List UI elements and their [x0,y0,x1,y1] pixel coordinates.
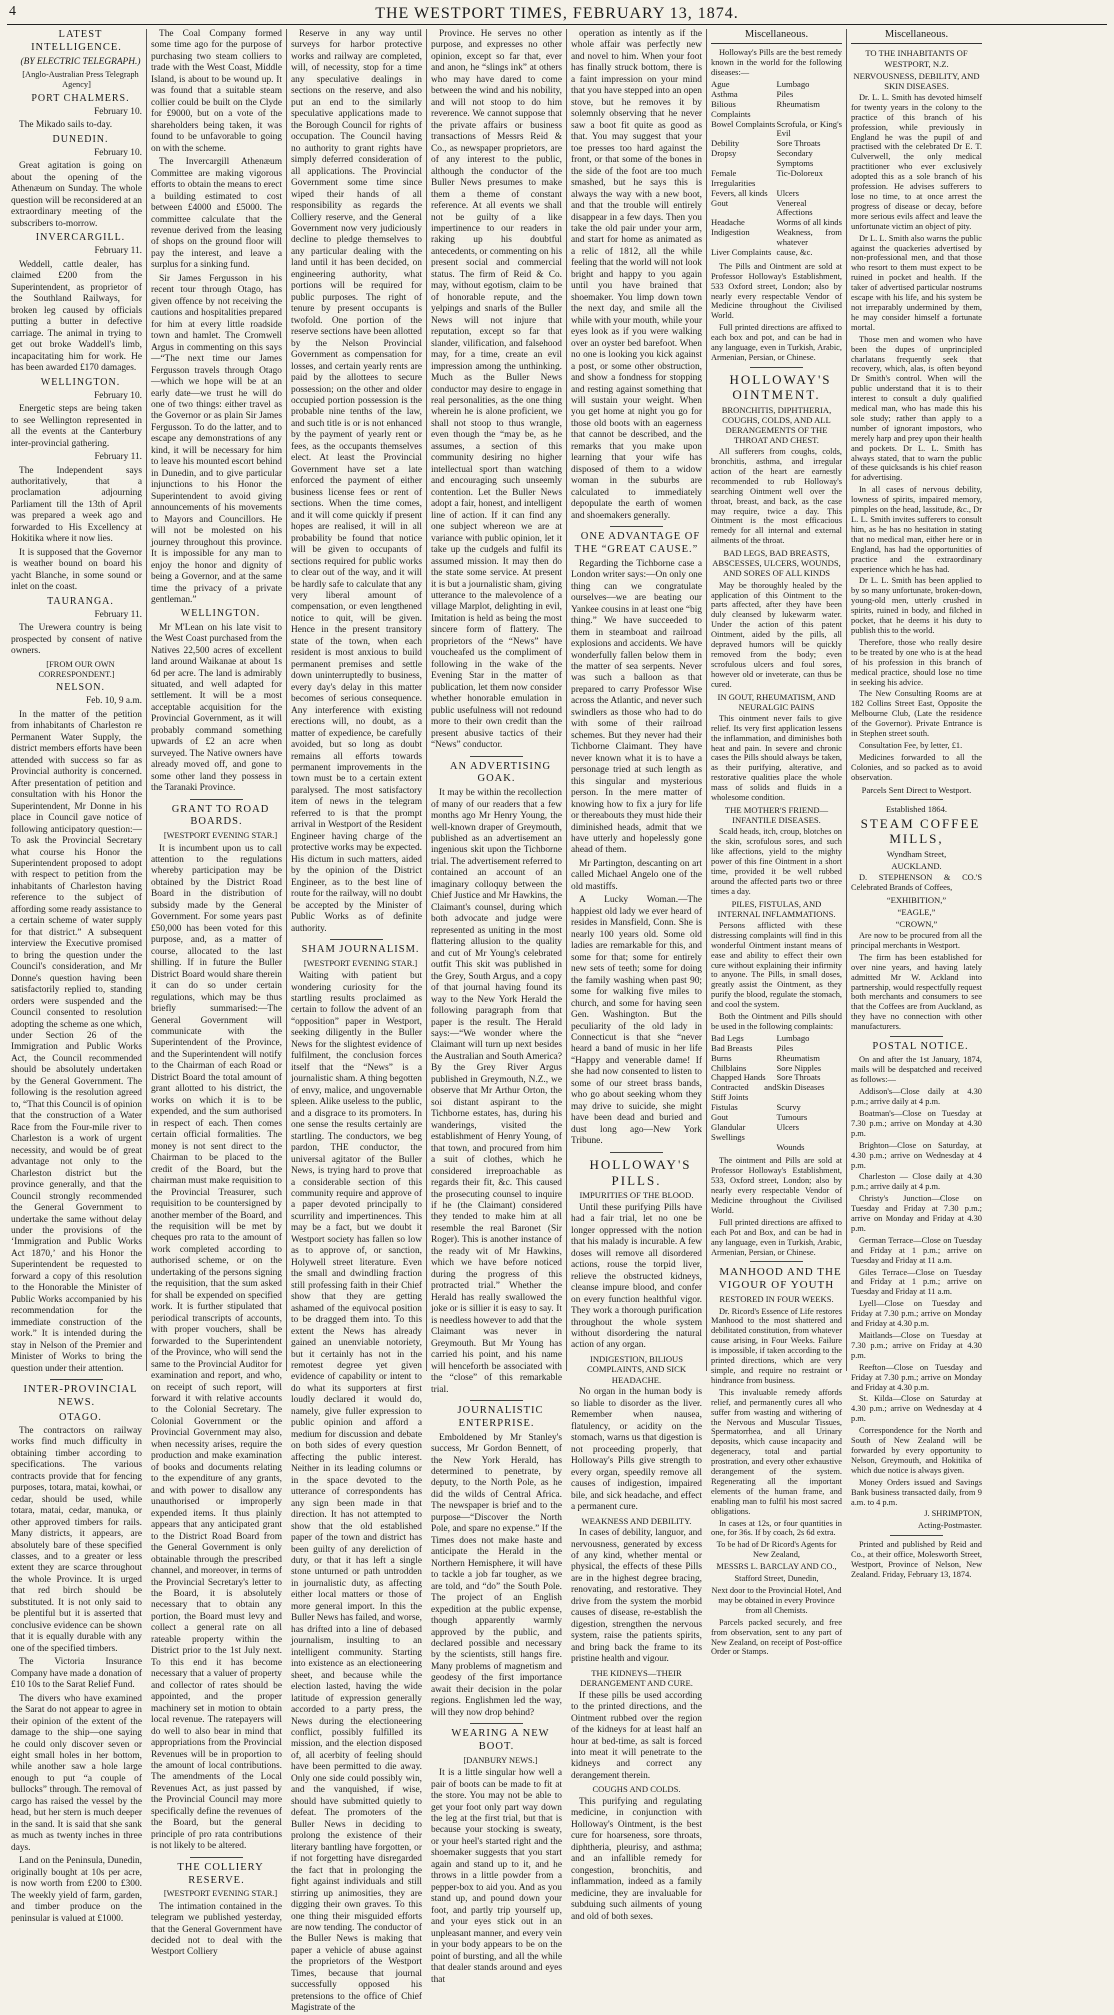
ad-line: To be had of Dr Ricord's Agents for New Zealand, [716,1540,837,1560]
list-entry: Glandular Swellings [711,1121,746,1142]
ad-paragraph: On and after the 1st January, 1874, mails will be despatched and received as follows:— [851,1055,982,1085]
ad-paragraph: The Pills and Ointment are sold at Professor Holloway's Establishment, 533 Oxford street, London; also by nearly every respectable Vendor of Medicine throughout the Civilised World. [711,261,842,321]
masthead-title: THE WESTPORT TIMES, FEBRUARY 13, 1874. [375,5,739,22]
column-1 [7,29,147,1924]
news-paragraph: Waiting with patient but wondering curiosity for the startling results proclaimed as certain to follow the advent of an “opposition” paper in Westport, seeking diligently in the Buller News for the slightest evidence of fulfilment, the conclusion forces itself that the “News” is a journalistic sham. A thing begotten of envy, malice, and ungovernable spleen. Alike useless to the public, and a disgrace to its promoters. In one sense the results certainly are startling. The conductors, we beg pardon, THE conductor, the universal agitator of the Buller News, is trying hard to prove that a considerable section of this community require and approve of a paper devoted principally to scurrility and impertinences. This may be a fact, but we doubt it Westport society has fallen so low as to approve of, or sanction, Holywell street literature. Even the small and dwindling fraction still professing faith in their Chief show that they are getting ashamed of the equivocal position to be dragged them into. To this extent the News has already gained an unenviable notoriety, but it certainly has not in the remotest degree yet given evidence of capability or intent to do what its supporters at first loudly declared it would do, namely, give fuller expression to public opinion and afford a medium for discussion and debate on both sides of every question affecting the public interest. Neither in its leading columns or in the space devoted to the utterance of correspondents has any sign been made in that direction. It has not attempted to show that the old established paper of the town and district has been guilty of any dereliction of duty, or that it has left a single stone unturned or path untrodden in journalistic duty, as affecting either local matters or those of more general import. In this the Buller News has failed, and worse, has drifted into a line of debased journalism, insulting to an intelligent community. Starting into existence as an electioneering sheet, and because while the election lasted, having the wide latitude of expression generally accorded to a party press, the News during the electioneering conflict, possibly fulfilled its mission, and the election disposed of, all acerbity of feeling should have been permitted to die away. Only one side could possibly win, and the vanquished, if wise, should have submitted quietly to defeat. The promoters of the Buller News in deciding to prolong the existence of their literary bantling have forgotten, or if not forgetting have disregarded the fact that in prolonging the fight against individuals and still stirring up animosities, they are digging their own graves. To this one thing their misguided efforts are now tending. The conductor of the Buller News is making that paper a vehicle of abuse against the proprietors of the Westport Times, because that journal successfully opposed his pretensions to the office of Chief Magistrate of the [291,971,422,2014]
divider [330,939,382,940]
advertising-goak-heading: AN ADVERTISING GOAK. [449,760,552,785]
ad-subheading: RESTORED IN FOUR WEEKS. [719,1294,834,1305]
source-credit: [DANBURY NEWS.] [463,1755,538,1765]
list-entry: Contracted and Stiff Joints [711,1082,777,1103]
ad-paragraph: Therefore, those who really desire to be treated by one who is at the head of his profession in this branch of medical practice, should lose no time in seeking his advice. [851,637,982,687]
list-entry: Burns [711,1052,732,1063]
divider [50,1379,102,1380]
list-entry: Debility [711,138,740,149]
news-paragraph: Province. He serves no other purpose, and expresses no other opinion, except so far that, ever and anon, he “slings ink” at others who may have dared to come between the wind and his nobility, and will not stoop to do him reverence. We cannot suppose that the private affairs or business transactions of Messrs Reid & Co., as newspaper proprietors, are of any interest to the public, although the conductor of the Buller News presumes to make them a theme of constant reference. At all events we shall not be guilty of a like impertinence to our readers in raking up his doubtful antecedents, or commenting on his present social and commercial status. The firm of Reid & Co. may, without egotism, claim to be of honorable repute, and the yelpings and snarls of the Buller News will not injure that reputation, except so far that slander, vilification, and falsehood may, for a time, create an evil impression among the unthinking. Much as the Buller News conductor may desire to engage in real personalities, as the one thing wherein he is alone proficient, we shall not stoop to thus wrangle, even though the “may be, as he assumes, a section of this community desiring no higher intellectual sport than watching and encouraging such unseemly contention. Let the Buller News adopt a fair, honest, and intelligent line of action. If it can find any one subject whereon we are at variance with public opinion, let it take up the cudgels and fulfil its assumed mission. It may then do the state some service. At present it is but a journalistic sham, giving utterance to the malevolence of a village Marplot, delighting in evil, Imitation is held as being the most sincere form of flattery. The proprietors of the “News” have voucheafed us the compliment of following in the wake of the Evening Star in the matter of publication, let them now consider whether honorable emulation in public usefulness will not redound more to their own credit than the present abusive tactics of their “News” conductor. [431,29,562,751]
news-paragraph: Energetic steps are being taken to see Wellington represented in all the events at the Canterbury inter-provincial gathering. [11,404,142,449]
news-paragraph: It may be within the recollection of many of our readers that a few months ago Mr Henry Young, the well-known draper of Greymouth, published as an advertisement an ingenious skit upon the Tichborne trial. The advertisement referred to contained an account of an imaginary colloquy between the Chief Justice and Mr Hawkins, the Claimant's counsel, during which both advocate and judge were represented as uniting in the most flattering allusion to the quality and cut of Mr Young's celebrated outfit This skit was published in the Grey, South Argus, and a copy of that journal having found its way to the New York Herald the following paragraph from that paper is the result. The Herald says:—“We wonder where the Claimant will turn up next besides the Australian and South America? By the Grey River Argus published in Greymouth, N.Z., we observe that Mr Arthur Orton, the soi distant aspirant to the Tichborne estates, has, during his wanderings, visited the establishment of Henry Young, of that town, and procured from him a suit of clothes, which he considered irreproachable as regards their fit, &c. This caused the prosecuting counsel to inquire if he (the Claimant) considered they tended to make him at all resemble the real Baronet (Sir Roger). This is another instance of the ready wit of Mr Hawkins, which we have before noticed during the progress of this protracted trial.” Whether the Herald has really swallowed the joke or is sillier it is easy to say. It is needless however to add that the Claimant was never in Greymouth. But Mr Young has carried his point, and his name will henceforth be associated with the “close” of this remarkable trial. [431,788,562,1395]
ad-paragraph: Are now to be procured from all the principal merchants in Westport. [851,931,982,950]
ad-paragraph: All sufferers from coughs, colds, bronchitis, asthma, and irregular action of the heart are earnestly recommended to rub Holloway's searching Ointment well over the throat, breast, and back, as the case may require, twice a day. This Ointment is the most efficacious remedy for all internal and external ailments of the throat. [711,447,842,546]
ad-paragraph: Dr L. L. Smith also warns the public against the quackeries advertised by non-professional men, and that those who resort to them must expect to be ruined in pocket and health. If the taker of advertised particular nostrums escape with his life, and his system be not irreparably undermined by them, he may consider himself a fortunate mortal. [851,233,982,332]
column-3 [287,29,427,2014]
column-7 [847,29,986,1579]
source-credit: [WESTPORT EVENING STAR.] [163,831,278,841]
list-entry: Skin Diseases [776,1082,825,1093]
sham-heading: SHAM JOURNALISM. [301,944,420,956]
list-entry: Ulcers [776,187,799,198]
dateline-wellington: WELLINGTON. [40,376,121,388]
ad-subheading: INDIGESTION, BILIOUS COMPLAINTS, AND SICK HEADACHE. [586,1353,687,1385]
list-entry: Weakness, from whatever [776,227,842,248]
news-paragraph: It is incumbent upon us to call attention to the regulations whereby participation may be obtained by the District Road Board in the distribution of subsidy made by the General Government. For some years past £50,000 has been voted for this purpose, and, as a matter of course, allocated to the last shilling. If in future the Buller District Board would share therein it can do so under certain regulations, which may be thus briefly summarised:—The General Government will communicate with the Superintendent of the Province, and the Superintendent will notify to the Chairman of each Road or District Board the total amount of grant allotted to his district, the works on which it is to be expended, and the sum authorised in respect of each. Then comes certain official formalities. The money is not sent direct to the Chairman to be placed to the credit of the Board, but the chairman must make requisition to the Provincial Treasurer, such requisition to be countersigned by another member of the Board, and the requisition will be met by cheques pro rata to the amount of work completed according to authorised scheme, or on the undertaking of the persons signing the requisition, that the sum asked for shall be expended on specified work. It is further stipulated that periodical transcripts of accounts, with proper vouchers, shall be forwarded to the Superintendent of the Province, who will send the same to the Provincial Auditor for examination and report, and who, on receipt of such report, will forward it with relative accounts to the Colonial Secretary. The Colonial Government or the Provincial Government may also, when necessity arises, require the production and make examination of books and documents relating to the expenditure of any grants, and with power to disallow any unauthorised or improperly expended items. It thus plainly appears that any anticipated grant to the District Road Board from the General Government is only obtainable through the prescribed channel, and moreover, in terms of the Provincial Secretary's letter to the Board, it is absolutely necessary that to obtain any portion, the Board must levy and collect a general rate on all rateable property within the District prior to the 1st July next. To this end it has become necessary that a valuer of property and collector of rates should be appointed, and the proper machinery set in motion to obtain local revenue. The ratepayers will do well to also bear in mind that appropriations from the Provincial Revenues will be in proportion to the amount of local contributions. The amendments of the Local Revenues Act, as just passed by the Provincial Council may more specifically define the revenues of the Board, but the general principle of pro rata contributions is not likely to be altered. [151,843,282,1852]
list-entry: Headache [711,217,745,228]
ad-subheading: BAD LEGS, BAD BREASTS, ABSCESSES, ULCERS, WOUNDS, AND SORES OF ALL KINDS [712,548,841,579]
divider [610,1152,662,1153]
list-entry: Piles [776,88,794,99]
list-entry: Bilious Complaints [711,98,751,119]
inter-provincial-heading: INTER-PROVINCIAL NEWS. [23,1384,138,1408]
ad-paragraph: Until these purifying Pills have had a fair trial, let no one be longer oppressed with the notion that his malady is incurable. A few doses will remove all disordered actions, rouse the torpid liver, relieve the obstructed kidneys, cleanse impure blood, and confer on every function healthful vigor. They work a thorough purification throughout the whole system without disordering the natural action of any organ. [571,1202,702,1351]
date: February 10. [94,106,142,117]
ad-paragraph: Correspondence for the North and South of New Zealand will be forwarded by every opportunity to Nelson, Greymouth, and Hokitika of which due notice is always given. [851,1426,982,1475]
dateline-nelson: NELSON. [56,682,105,694]
news-paragraph: operation as intently as if the whole affair was perfectly new and novel to him. When your foot has finally struck bottom, there is a faint impression on your mind that you have stepped into an open stove, but he removes it by solemnly observing that he never saw a boot fit quite as good as that. You may suggest that your toe presses too hard against the front, or that some of the bones in the side of the foot are too much smashed, but he says this is always the way with a new boot, and that the trouble will entirely disappear in a few days. Then you take the old pair under your arm, and start for home as animated as a relic of 1812, all the while feeling that the world will not look bright and happy to you again until you have brained that shoemaker. You limp down town the next day, and smile all the while with your mouth, while your eyes look as if you were walking over an oyster bed barefoot. When no one is looking you kick against a post, or some other obstruction, and show a fondness for stopping and resting against something that will sustain your weight. When you get home at night you go for those old boots with an eagerness that cannot be described, and the remarks that you make upon learning that your wife has disposed of them to a widow woman in the suburbs are calculated to immediately depopulate the earth of women and shoemakers generally. [571,29,702,521]
ad-paragraph: Medicines forwarded to all the Colonies, and so packed as to avoid observation. [851,752,982,782]
ad-paragraph: Full printed directions are affixed to each Pot and Box, and can be had in any language, even in Turkish, Arabic, Armenian, Persian, or Chinese. [711,1217,842,1257]
list-entry: Sore Nipples [776,1062,822,1073]
list-entry: Rheumatism [776,1052,820,1063]
divider [470,1400,522,1401]
date: February 10. [94,147,142,158]
list-entry: Ague [711,79,730,90]
date: February 11. [94,452,142,463]
own-correspondent: [FROM OUR OWN CORRESPONDENT.] [38,659,115,679]
news-paragraph: Great agitation is going on about the opening of the Athenæum on Sunday. The whole question will be reconsidered at an extraordinary meeting of the subscribers to-morrow. [11,161,142,229]
news-paragraph: The Coal Company formed some time ago for the purpose of purchasing two steam colliers to trade with the West Coast, Middle Island, is about to be wound up. It was found that a suitable steam collier could be built on the Clyde for £9000, but on a vote of the shareholders being taken, it was found to be unfavorable to going on with the scheme. [151,29,282,154]
list-entry: Sore Throats [776,1072,821,1083]
column-2 [147,29,287,1958]
complaints-list [711,1034,842,1153]
list-entry: Bowel Complaints [711,118,776,129]
dateline-wellington: WELLINGTON. [180,608,261,620]
news-paragraph: The Urewera country is being prospected by consent of native owners. [11,623,142,657]
brands-list [851,895,982,929]
ad-paragraph: The ointment and Pills are sold at Professor Holloway's Establishment, 533, Oxford street, London; also by nearly every respectable Vendor of Medicine throughout the Civilised World. [711,1156,842,1215]
list-entry: Secondary Symptoms [776,148,814,169]
grant-heading: GRANT TO ROAD BOARDS. [171,803,270,828]
divider [470,1723,522,1724]
postal-notice-heading: POSTAL NOTICE. [872,1041,969,1053]
list-item: “EAGLE,” [897,906,936,917]
ad-paragraph: In all cases of nervous debility, lowness of spirits, impaired memory, pimples on the head, lassitude, &c., Dr L. L. Smith invites sufferers to consult him, as he has no hesitation in stating that no medical man, either here or in England, has had the opportunities of practice and the extraordinary experience which he has had. [851,485,982,574]
date: February 11. [94,246,142,257]
list-entry: cause, &c. [776,246,813,257]
dateline-invercargill: INVERCARGILL. [35,232,126,244]
divider [470,756,522,757]
divider [750,367,802,368]
ad-paragraph: Those men and women who have been the dupes of unprincipled charlatans frequently seek that recovery, which, alas, is often beyond Dr Smith's control. When will the public understand that it is to their interest to consult a duly qualified medical man, who has made this his sole study; rather than apply to a number of ignorant impostors, who merely harp and prey upon their health and pockets. Dr L. L. Smith has always stated, that to warn the public of these quicksands is his chief reason for advertising. [851,334,982,483]
list-entry: Scurvy [776,1102,801,1113]
list-entry: Wounds [776,1141,805,1152]
ad-paragraph: This invaluable remedy affords relief, and permanently cures all who suffer from wasting and withering of the Nervous and Muscular Tissues, Spermatorrhea, and all Urinary deposits, which cause incapacity and degeneracy, total and partial prostration, and every other exhaustive derangement of the system. Regenerating all the important elements of the human frame, and enabling man to fulfil his most sacred obligations. [711,1387,842,1516]
list-item: Reefton—Close on Tuesday and Friday at 7.30 p.m.; arrive on Monday and Friday at 4.30 p.m. [851,1362,982,1392]
list-entry [711,1143,777,1153]
byline: (BY ELECTRIC TELEGRAPH.) [20,56,141,67]
section-heading-miscellaneous: Miscellaneous. [711,29,842,44]
list-entry: Female Irregularities [711,167,756,188]
steam-coffee-title: STEAM COFFEE MILLS, [860,815,981,847]
ad-line: Established 1864. [885,803,948,814]
divider [890,1535,942,1536]
great-cause-heading: ONE ADVANTAGE OF THE “GREAT CAUSE.” [574,531,701,555]
list-item: Maitlands—Close on Tuesday at 7.30 p.m.; arrive on Friday at 4.30 p.m. [851,1331,982,1360]
ad-subheading: THE KIDNEYS—THEIR DERANGEMENT AND CURE. [580,1667,693,1689]
list-entry: Piles [776,1042,794,1053]
list-entry: Scrofula, or King's Evil [776,118,842,139]
holloway-ointment-title: HOLLOWAY'S OINTMENT. [729,371,832,403]
list-entry: Sore Throats [776,138,821,149]
news-paragraph: The contractors on railway works find much difficulty in obtaining timber according to specifications. The various contracts provide that for fencing purposes, totara, matai, kowhai, or cedar, should be used, while totara, matai, cedar, manuka, or other approved timbers for rails. Many districts, it appears, are absolutely bare of these specified classes, and to a greater or less extent they are scarce throughout the whole Province. It is urged that red birch should be substituted. It is not only said to be plentiful but it is asserted that conclusive evidence can be shown that it is equally durable with any one of the specified timbers. [11,1425,142,1654]
ad-line: Next door to the Provincial Hotel, And may be obtained in every Province from all Chemists. [711,1586,842,1615]
new-boot-heading: WEARING A NEW BOOT. [451,1728,550,1753]
ad-paragraph: This purifying and regulating medicine, in conjunction with Holloway's Ointment, is the best cure for hoarseness, sore throats, diphtheria, pleurisy, and asthma; and an infallible remedy for congestion, bronchitis, and inflammation, indeed as a family medicine, they are invaluable for subduing such ailments of young and old of both sexes. [571,1796,702,1922]
ad-heading: TO THE INHABITANTS OF WESTPORT, N.Z. [865,48,968,69]
list-entry: Gout [711,197,729,208]
date: February 11. [94,609,142,620]
diseases-list [711,80,842,258]
divider [890,799,942,800]
ad-line: AUCKLAND. [891,860,942,871]
ad-subheading: WEAKNESS AND DEBILITY. [581,1515,692,1526]
holloway-pills-title: HOLLOWAY'S PILLS. [589,1156,692,1188]
list-entry: Fistulas [711,1102,738,1113]
list-entry: Tumours [776,1111,808,1122]
ad-paragraph: The New Consulting Rooms are at 182 Collins Street East, Opposite the Melbourne Club, (Late the residence of the Governor). Private Entrance is in Stephen street south. [851,689,982,739]
news-paragraph: Mr M'Lean on his late visit to the West Coast purchased from the Natives 22,500 acres of excellent land around Waikanae at about 1s 6d per acre. The land is admirably situated, and well adapted for settlement. It will be a most acceptable acquisition for the Provincial Government, as it will probably command something upwards of £2 an acre when surveyed. The Native owners have already moved off, and gone to some other land they possess in the Taranaki Province. [151,622,282,794]
list-item: Charleston — Close daily at 4.30 p.m.; arrive daily at 4 p.m. [851,1172,982,1192]
news-paragraph: The intimation contained in the telegram we published yesterday, that the General Government have decided not to deal with the Westport Colliery [151,1901,282,1958]
ad-paragraph: May be thoroughly healed by the application of this Ointment to the parts affected, after they have been duly cleansed by lukewarm water. Under the action of this patent Ointment, aided by the pills, all depraved humors will be quickly removed from the body; even scrofulous ulcers and foul sores, however old or inveterate, can thus be cured. [711,580,842,689]
latest-intelligence-heading: LATEST INTELLIGENCE. [31,29,122,53]
ad-paragraph: D. STEPHENSON & CO.'S Celebrated Brands of Coffees, [851,872,982,892]
list-entry: Indigestion [711,227,750,238]
news-paragraph: The divers who have examined the Sarat do not appear to agree in their opinion of the extent of the damage to the ship—one saying he could only discover seven or eight small holes in her bottom, while another saw a hole large enough to put “a couple of bullocks” through. The removal of cargo has raised the vessel by the head, but her stern is much deeper in the sand. It is said that she sank as much as twenty inches in three days. [11,1693,142,1853]
news-paragraph: Regarding the Tichborne case a London writer says:—On only one thing can we congratulate ourselves—we are beating our Yankee cousins in at least one “big thing.” We have succeeded to them in steamboat and railroad explosions and accidents. We have wonderfully fallen below them in the matter of sea serpents. Never was such a balloon as that prepared to carry Professor Wise across the Atlantic, and never such swindlers as those who had to do with some of their railroad schemes. But they never had their Tichborne Claimant. They have never known what it is to have a personage tried at such length as this singular and mysterious person. In the mere matter of knowing how to fix a jury for life or thereabouts they must hide their diminished heads, admit that we have utterly and hopelessly gone ahead of them. [571,558,702,856]
news-paragraph: Land on the Peninsula, Dunedin, originally bought at 10s per acre, is now worth from £200 to £300. The weekly yield of farm, garden, and timber produce on the peninsular is valued at £1000. [11,1856,142,1924]
ad-line: Wyndham Street, [886,848,947,859]
journalistic-heading: JOURNALISTIC ENTERPRISE. [457,1404,544,1429]
column-5 [567,29,707,1922]
dateline-port-chalmers: PORT CHALMERS. [31,92,130,104]
ad-paragraph: The firm has been established for over nine years, and having lately admitted Mr W. Ackland into partnership, would respectfully request both merchants and consumers to see that the Coffees are from Auckland, as they have no connection with other manufacturers. [851,952,982,1032]
ad-paragraph: Both the Ointment and Pills should be used in the following complaints: [711,1012,842,1031]
list-entry: Lumbago [776,79,810,90]
list-entry: Tic-Doloreux [776,167,823,178]
ad-paragraph: Scald heads, itch, croup, blotches on the skin, scrofulous sores, and such like affections, yield to the mighty power of this fine Ointment in a short time, provided it be well rubbed around the affected parts two or three times a day. [711,827,842,896]
columns [7,29,1107,2014]
news-paragraph: The Independent says authoritatively, that a proclamation adjourning Parliament till the 13th of April was prepared a week ago and forwarded to His Excellency at Hokitika where it now lies. [11,465,142,545]
news-paragraph: A Lucky Woman.—The happiest old lady we ever heard of resides in Mansfield, Conn. She is nearly 100 years old. Some old ladies are remarkable for this, and some for that; some for entirely new sets of teeth; some for doing the family washing when past 90; some for walking five miles to church, and some for having seen Gen. Washington. But the peculiarity of the old lady in Connecticut is that she “never heard a band of music in her life “Happy and venerable dame! If she had now consented to listen to some of our street brass bands, who go about seeking whom they may drive to suicide, she might have been dead and buried and dust long ago—New York Tribune. [571,895,702,1147]
list-entry: Worms of all kinds [776,217,842,228]
masthead [7,4,1107,25]
ad-line: Stafford Street, Dunedin, [734,1574,819,1584]
ad-subheading: IMPURITIES OF THE BLOOD. [579,1190,694,1201]
ad-paragraph: Dr. L. L. Smith has devoted himself for twenty years in the colony to the practice of this branch of his profession, while previously in England he was the pupil of and practised with the celebrated Dr E. T. Culverwell, the only medical practitioner who ever exclusively adopted this as a sole branch of his profession. He advises sufferers to lose no time, to at once arrest the progress of disease or decay, before more serious evils affect and leave the unfortunate victim an object of pity. [851,92,982,231]
source-credit: [WESTPORT EVENING STAR.] [303,958,418,968]
divider [890,1036,942,1037]
mails-list [851,1087,982,1424]
news-paragraph: It is supposed that the Governor is weather bound on board his yacht Blanche, in some sound or inlet on the coast. [11,547,142,593]
signature-name: J. SHRIMPTON, [924,1509,982,1519]
column-6 [707,29,847,1657]
list-item: “EXHIBITION,” [886,894,947,905]
dateline-tauranga: TAURANGA. [47,595,114,607]
news-paragraph: Reserve in any way until surveys for harbor protective works and railway are completed, will, of necessity, stop for a time any speculative dealings in sections on the reserve, and also put an end to the similarly speculative applications made to the Borough Council for rights of occupation. The Council having no authority to grant rights have simply deferred consideration of all applications. The Provincial Government some time since wiped their hands of all responsibility as regards the Colliery reserve, and the General Government now very judiciously decline to pledge themselves to any particular dealing with the land until it has been decided, on engineering authority, what portions will be required for public purposes. The right of tenure by present occupants is twofold. One portion of the reserve sections have been allotted by the Nelson Provincial Government as compensation for losses, and certain yearly rents are paid by the allottees to secure possession; on the other and older occupied portion possession is the probable nine tenths of the law, and such title is or is not enhanced by the payment of yearly rent or fees, as the occupants themselves elect. At least the Provincial Government have set a late enforced the payment of either business license fees or rent of sections. When the time comes, and it will come quickly if present hopes are realised, it will in all probability be found that notice will be given to occupants of sections required for public works to clear out of the way, and it will be hardly safe to calculate that any very liberal amount of compensation, or even lengthened notice to quit, will be given. Hence in the present transitory state of the town, when each resident is most anxious to build permanent premises and settle down uninterruptedly to business, every day's delay in this matter becomes of serious consequence. Any interference with existing erections will, no doubt, as a matter of expedience, be carefully avoided, but so long as doubt remains all efforts towards permanent improvements in the town must be to a certain extent paralysed. The most satisfactory item of news in the telegram referred to is that the prompt arrival in Westport of the Resident Engineer having charge of the protective works may be expected. His dictum in such matters, aided by the opinion of the District Engineer, as to the best line of route for the railway, will no doubt be accepted by the Minister of Public Works as of definite authority. [291,29,422,934]
news-paragraph: The Invercargill Athenæum Committee are making vigorous efforts to obtain the means to erect a building estimated to cost between £4000 and £5000. The committee calculate that the revenue derived from the leasing of shops on the ground floor will pay the interest, and leave a surplus for a sinking fund. [151,157,282,271]
ad-subheading: COUGHS AND COLDS. [592,1784,681,1795]
dateline-otago: OTAGO. [59,1411,102,1423]
ad-paragraph: No organ in the human body is so liable to disorder as the liver. Remember when nausea, flatulency, or acidity on the stomach, warns us that digestion is not proceeding properly, that Holloway's Pills give strength to every organ, speedily remove all causes of indigestion, impaired bile, and sick headache, and effect a permanent cure. [571,1387,702,1513]
list-entry: Chilblains [711,1062,747,1073]
news-paragraph: The Victoria Insurance Company have made a donation of £10 10s to the Sarat Relief Fund. [11,1657,142,1691]
imprint: Printed and published by Reid and Co., at their office, Molesworth Street, Westport, Province of Nelson, New Zealand. Friday, February 13, 1874. [851,1540,982,1579]
news-paragraph: In the matter of the petition from inhabitants of Charleston re Permanent Water Supply, the district members efforts have been attended with success so far as Provincial authority is concerned. After presentation of petition and consultation with his Honor the Superintendent, Mr Donne in his place in Council gave notice of following anticipatory question:—To ask the Provincial Secretary what course his Honor the Superintendent proposed to adopt with respect to petition from the inhabitants of Charleston having reference to the subject of affording some ready assistance to a certain scheme of water supply for that district.” A subsequent interview the Executive promised to bring the question under the Council's consideration, and Mr Donne's question having been satisfactorily replied to, standing orders were suspended and the Council consented to resolution adopting the scheme as one which, under Section 26 of the Immigration and Public Works Act, the Council recommended should be absolutely undertaken by the General Government. The following is the resolution agreed to, “That this Council is of opinion that the construction of a Water Race from the Four-mile river to Charleston is a work of urgent necessity, and would be of great advantage not only to the Charleston district but the province generally, and that the Council strongly recommended the General Government to undertake the same without delay under the provisions of the ‘Immigration and Public Works Act 1870,’ and his Honor the Superintendent be requested to forward a copy of this resolution to the Honorable the Minister of Public Works accompanied by his recommendation for the immediate construction of the work.” It is intended during the stay in Nelson of the Premier and Minister of Works to bring the question under their attention. [11,709,142,1374]
manhood-title: MANHOOD AND THE VIGOUR OF YOUTH [718,1266,842,1292]
list-entry: Chapped Hands [711,1072,766,1083]
divider [610,526,662,527]
date: February 10. [94,390,142,401]
ad-paragraph: Dr L. L. Smith has been applied to by so many unfortunate, broken-down, young-old men, utterly crushed in spirits, ruined in body, and filched in pocket, that he deems it his duty to publish this to the world. [851,576,982,635]
ad-paragraph: Consultation Fee, by letter, £1. [859,740,963,750]
agency: [Anglo-Australian Press Telegraph Agency] [22,70,139,90]
ad-line: Parcels Sent Direct to Westport. [861,784,972,795]
list-entry: Rheumatism [776,98,820,109]
list-item: Christy's Junction—Close on Tuesday and Friday at 7.30 p.m.; arrive on Monday and Friday at 4.30 p.m. [851,1194,982,1233]
list-item: Brighton—Close on Saturday, at 4.30 p.m.; arrive on Wednesday at 4 p.m. [851,1140,982,1170]
colliery-heading: THE COLLIERY RESERVE. [177,1861,264,1886]
list-entry: Dropsy [711,148,737,159]
ad-subheading: PILES, FISTULAS, AND INTERNAL INFLAMMATIONS. [717,898,836,919]
page-number: 4 [9,4,16,19]
ad-paragraph: Full printed directions are affixed to each box and pot, and can be had in any language, even in Turkish, Arabic, Armenian, Persian, or Chinese. [711,323,842,362]
list-entry: Venereal Affections [776,197,813,218]
list-item: St. Kilda—Close on Saturday at 4.30 p.m.; arrive on Wednesday at 4 p.m. [851,1394,982,1424]
ad-subheading: BRONCHITIS, DIPHTHERIA, COUGHS, COLDS, AND ALL DERANGEMENTS OF THE THROAT AND CHEST. [721,404,832,445]
ad-paragraph: If these pills be used according to the printed directions, and the Ointment rubbed over the region of the kidneys for at least half an hour at bed-time, as salt is forced into meat it will penetrate to the kidneys and correct any derangement therein. [571,1690,702,1781]
news-paragraph: Mr Partington, descanting on art called Michael Angelo one of the old mastiffs. [571,858,702,892]
ad-paragraph: In cases of debility, languor, and nervousness, generated by excess of any kind, whether mental or physical, the effects of these Pills are in the highest degree bracing, renovating, and restorative. They drive from the system the morbid causes of disease, re-establish the digestion, strengthen the nervous system, raise the patients spirits, and bring back the frame to its pristine health and vigour. [571,1528,702,1665]
list-entry: Bad Legs [711,1032,744,1043]
list-item: Addison's—Close daily at 4.30 p.m.; arrive daily at 4 p.m. [851,1087,982,1107]
ad-paragraph: This ointment never fails to give relief. Its very first application lessens the inflammation, and diminishes both heat and pain. In severe and chronic cases the Pills should always be taken, as their purifying, alterative, and restorative qualities place the whole mass of solids and fluids in a wholesome condition. [711,713,842,803]
list-item: Giles Terrace—Close on Tuesday and Friday at 1 p.m.; arrive on Tuesday and Friday at 11 a.m. [851,1267,982,1297]
news-paragraph: Sir James Fergusson in his recent tour through Otago, has given offence by not receiving the cautions and hospitalities prepared for him at every little roadside town and hamlet. The Cromwell Argus in commenting on this says—“The next time our James Fergusson travels through Otago—which we hope will be at an early date—we trust he will do one of two things: either travel as the Governor or as plain Sir James Fergusson. To do the latter, and to escape any demonstrations of any kind, it will be necessary for him to leave his mounted escort behind in Dunedin, and to give particular injunctions to his Honor the Superintendent to avoid giving announcements of his movements to Mayors and Councillors. He will not be molested on his journey throughout this province. It is impossible for any man to enjoy the honor and dignity of being a Governor, and at the same time the privacy of a private gentleman.” [151,273,282,605]
list-entry: Ulcers [776,1121,799,1132]
news-paragraph: Emboldened by Mr Stanley's success, Mr Gordon Bennett, of the New York Herald, has determined to penetrate, by deputy, to the North Pole, as he did the wilds of Central Africa. The newspaper is brief and to the purpose—“Discover the North Pole, and spare no expense.” If the Times does not make haste and anticipate the Herald in the Northern Hemisphere, it will have to tackle a job far tougher, as we are told, and “do” the South Pole. The project of an English expedition at the public expense, though apparently warmly approved by the public, and declared possible and necessary by the scientists, still hangs fire. Many problems of magnetism and geodesy of the first importance await their decision in the polar regions. Englishmen led the way, will they now drop behind? [431,1432,562,1718]
list-item: German Terrace—Close on Tuesday and Friday at 1 p.m.; arrive on Tuesday and Friday at 11 a.m. [851,1235,982,1265]
list-item: Boatman's—Close on Tuesday at 7.30 p.m.; arrive on Monday at 4.30 p.m. [851,1108,982,1138]
ad-paragraph: Money Orders issued and Savings Bank business transacted daily, from 9 a.m. to 4 p.m. [851,1477,982,1507]
date: Feb. 10, 9 a.m. [86,696,142,707]
ad-subheading: IN GOUT, RHEUMATISM, AND NEURALGIC PAINS [717,691,836,712]
ad-heading: NERVOUSNESS, DEBILITY, AND SKIN DISEASES. [853,70,980,91]
ad-paragraph: Persons afflicted with these distressing complaints will find in this wonderful Ointment instant means of ease and ability to effect their own cure without explaining their infirmity to anyone. The Pills, in small doses, greatly assist the Ointment, as they purify the blood, regulate the stomach, and cool the system. [711,920,842,1010]
news-paragraph: Weddell, cattle dealer, has claimed £200 from the Superintendent, as proprietor of the Southland Railways, for broken leg caused by officials putting a butter in defective carriage. The animal in trying to get out broke Waddell's limb, incapacitating him for work. He has been awarded £170 damages. [11,259,142,374]
signature-title: Acting-Postmaster. [918,1521,982,1531]
column-4 [427,29,567,1985]
section-heading-miscellaneous: Miscellaneous. [851,29,982,44]
list-entry: Liver Complaints [711,246,772,257]
source-credit: [WESTPORT EVENING STAR.] [163,1889,278,1899]
list-entry: Gout [711,1111,729,1122]
divider [190,1857,242,1858]
list-entry: Fevers, all kinds [711,187,768,198]
ad-subheading: THE MOTHER'S FRIEND—INFANTILE DISEASES. [724,805,829,826]
ad-paragraph: In cases at 12s, or four quantities in one, for 36s. If by coach, 2s 6d extra. [711,1518,842,1538]
divider [750,1261,802,1262]
list-item: “CROWN,” [895,918,938,929]
list-entry: Bad Breasts [711,1042,753,1053]
news-paragraph: The Mikado sails to-day. [19,120,113,131]
ad-line: MESSRS L. BARCLAY AND CO., [716,1562,837,1572]
ad-paragraph: Parcels packed securely, and free from observation, sent to any part of New Zealand, on receipt of Post-office Order or Stamps. [711,1617,842,1657]
list-entry: Lumbago [776,1032,810,1043]
ad-paragraph: Dr. Ricord's Essence of Life restores Manhood to the most shattered and debilitated constitution, from whatever cause arising, in Four Weeks. Failure is impossible, if taken according to the printed directions, which are very simple, and require no restraint or hindrance from business. [711,1306,842,1385]
newspaper-page [7,4,1107,2014]
list-item: Lyell—Close on Tuesday and Friday at 7.30 p.m.; arrive on Monday and Friday at 4.30 p.m. [851,1299,982,1329]
ad-paragraph: Holloway's Pills are the best remedy known in the world for the following diseases:— [711,48,842,78]
list-entry: Asthma [711,88,738,99]
news-paragraph: It is a little singular how well a pair of boots can be made to fit at the store. You may not be able to get your foot only part way down the leg at the first trial, but that is because your stocking is sweaty, or your heel's started right and the shoemaker suggests that you start again and stand up to it, and he throws in a little powder from a pepper-box to aid you. And as you stand up, and pound down your foot, and partly trip yourself up, and your eyes stick out in an unpleasant manner, and every vein in your body appears to be on the point of bursting, and all the while that dealer stands around and eyes that [431,1768,562,1985]
dateline-dunedin: DUNEDIN. [52,133,109,145]
divider [190,799,242,800]
